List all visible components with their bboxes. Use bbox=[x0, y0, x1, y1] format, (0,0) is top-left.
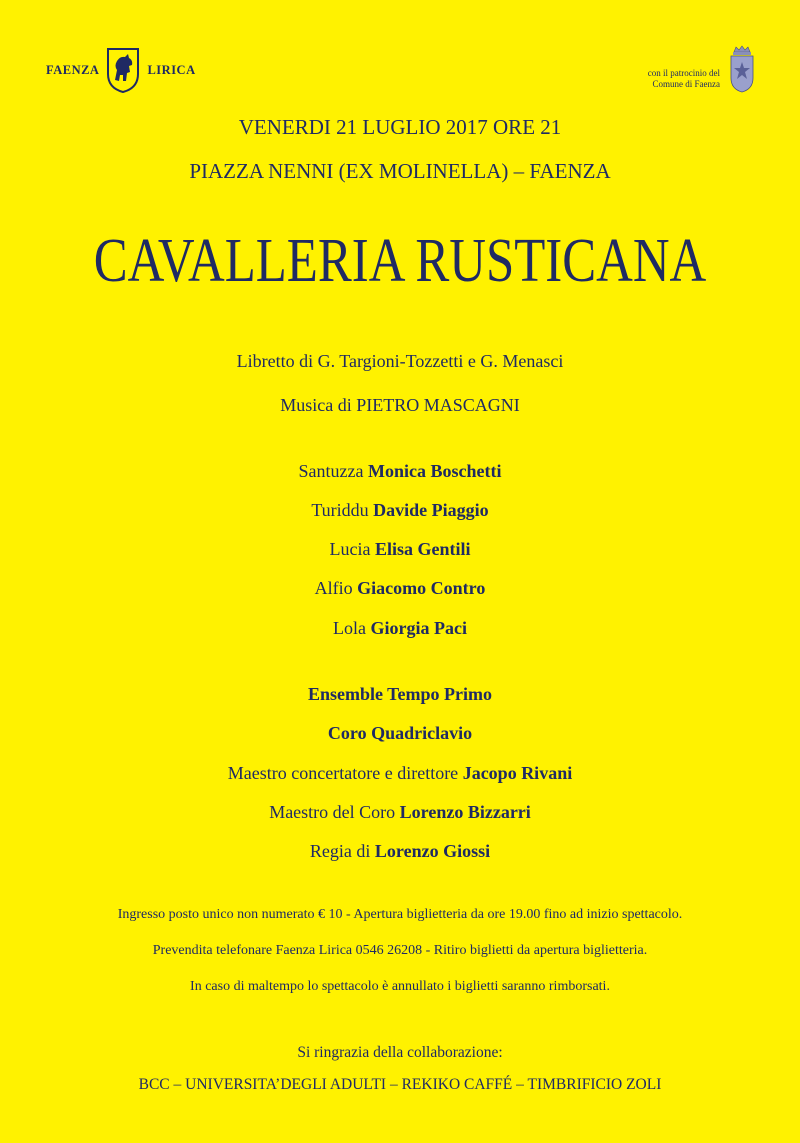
staff-name: Jacopo Rivani bbox=[462, 763, 573, 783]
logo-word-lirica: LIRICA bbox=[147, 62, 196, 77]
staff-name: Lorenzo Bizzarri bbox=[399, 802, 531, 822]
weather-info: In caso di maltempo lo spettacolo è annullato i biglietti saranno rimborsati. bbox=[190, 979, 610, 994]
libretto-credit: Libretto di G. Targioni-Tozzetti e G. Menasci bbox=[236, 351, 564, 371]
choir-label: Coro Quadriclavio bbox=[327, 723, 473, 743]
presale-info: Prevendita telefonare Faenza Lirica 0546 26208 - Ritiro biglietti da apertura biglietteria. bbox=[152, 943, 648, 958]
faenza-lirica-logo bbox=[46, 46, 196, 94]
patronage-block bbox=[648, 44, 756, 94]
staff-role: Regia di bbox=[309, 841, 371, 861]
cast-row bbox=[0, 578, 800, 599]
cast-role: Turiddu bbox=[311, 500, 369, 520]
comune-shield-icon bbox=[728, 44, 756, 94]
cast-row bbox=[0, 539, 800, 560]
opera-title: CAVALLERIA RUSTICANA bbox=[93, 227, 707, 295]
cast-name: Monica Boschetti bbox=[367, 461, 502, 481]
staff-role: Maestro concertatore e direttore bbox=[227, 763, 459, 783]
staff-name: Lorenzo Giossi bbox=[374, 841, 491, 861]
staff-role: Maestro del Coro bbox=[269, 802, 396, 822]
cast-role: Lucia bbox=[329, 539, 371, 559]
logo-word-faenza: FAENZA bbox=[46, 62, 100, 77]
cast-row bbox=[0, 500, 800, 521]
staff-row bbox=[0, 841, 800, 862]
lion-crest-icon bbox=[105, 46, 141, 94]
ensemble-label: Ensemble Tempo Primo bbox=[307, 684, 492, 704]
sponsors-list: BCC – UNIVERSITA’DEGLI ADULTI – REKIKO CAFFÉ – TIMBRIFICIO ZOLI bbox=[138, 1076, 662, 1093]
cast-row bbox=[0, 461, 800, 482]
staff-row bbox=[0, 802, 800, 823]
event-place: PIAZZA NENNI (EX MOLINELLA) – FAENZA bbox=[189, 159, 611, 183]
patronage-line2: Comune di Faenza bbox=[652, 79, 720, 89]
cast-role: Lola bbox=[333, 618, 366, 638]
music-credit: Musica di PIETRO MASCAGNI bbox=[280, 395, 520, 415]
cast-role: Alfio bbox=[314, 578, 353, 598]
cast-name: Davide Piaggio bbox=[373, 500, 489, 520]
staff-row bbox=[0, 763, 800, 784]
cast-row bbox=[0, 618, 800, 639]
event-date: VENERDI 21 LUGLIO 2017 ORE 21 bbox=[238, 115, 562, 139]
cast-name: Elisa Gentili bbox=[374, 539, 471, 559]
cast-name: Giacomo Contro bbox=[357, 578, 486, 598]
ensemble-name bbox=[0, 684, 800, 705]
cast-role: Santuzza bbox=[298, 461, 364, 481]
patronage-text bbox=[648, 68, 720, 90]
cast-name: Giorgia Paci bbox=[370, 618, 467, 638]
choir-name bbox=[0, 723, 800, 744]
patronage-line1: con il patrocinio del bbox=[647, 68, 720, 78]
ticket-info: Ingresso posto unico non numerato € 10 - Apertura biglietteria da ore 19.00 fino ad inizio spettacolo. bbox=[117, 907, 683, 922]
thanks-intro: Si ringrazia della collaborazione: bbox=[297, 1044, 503, 1061]
